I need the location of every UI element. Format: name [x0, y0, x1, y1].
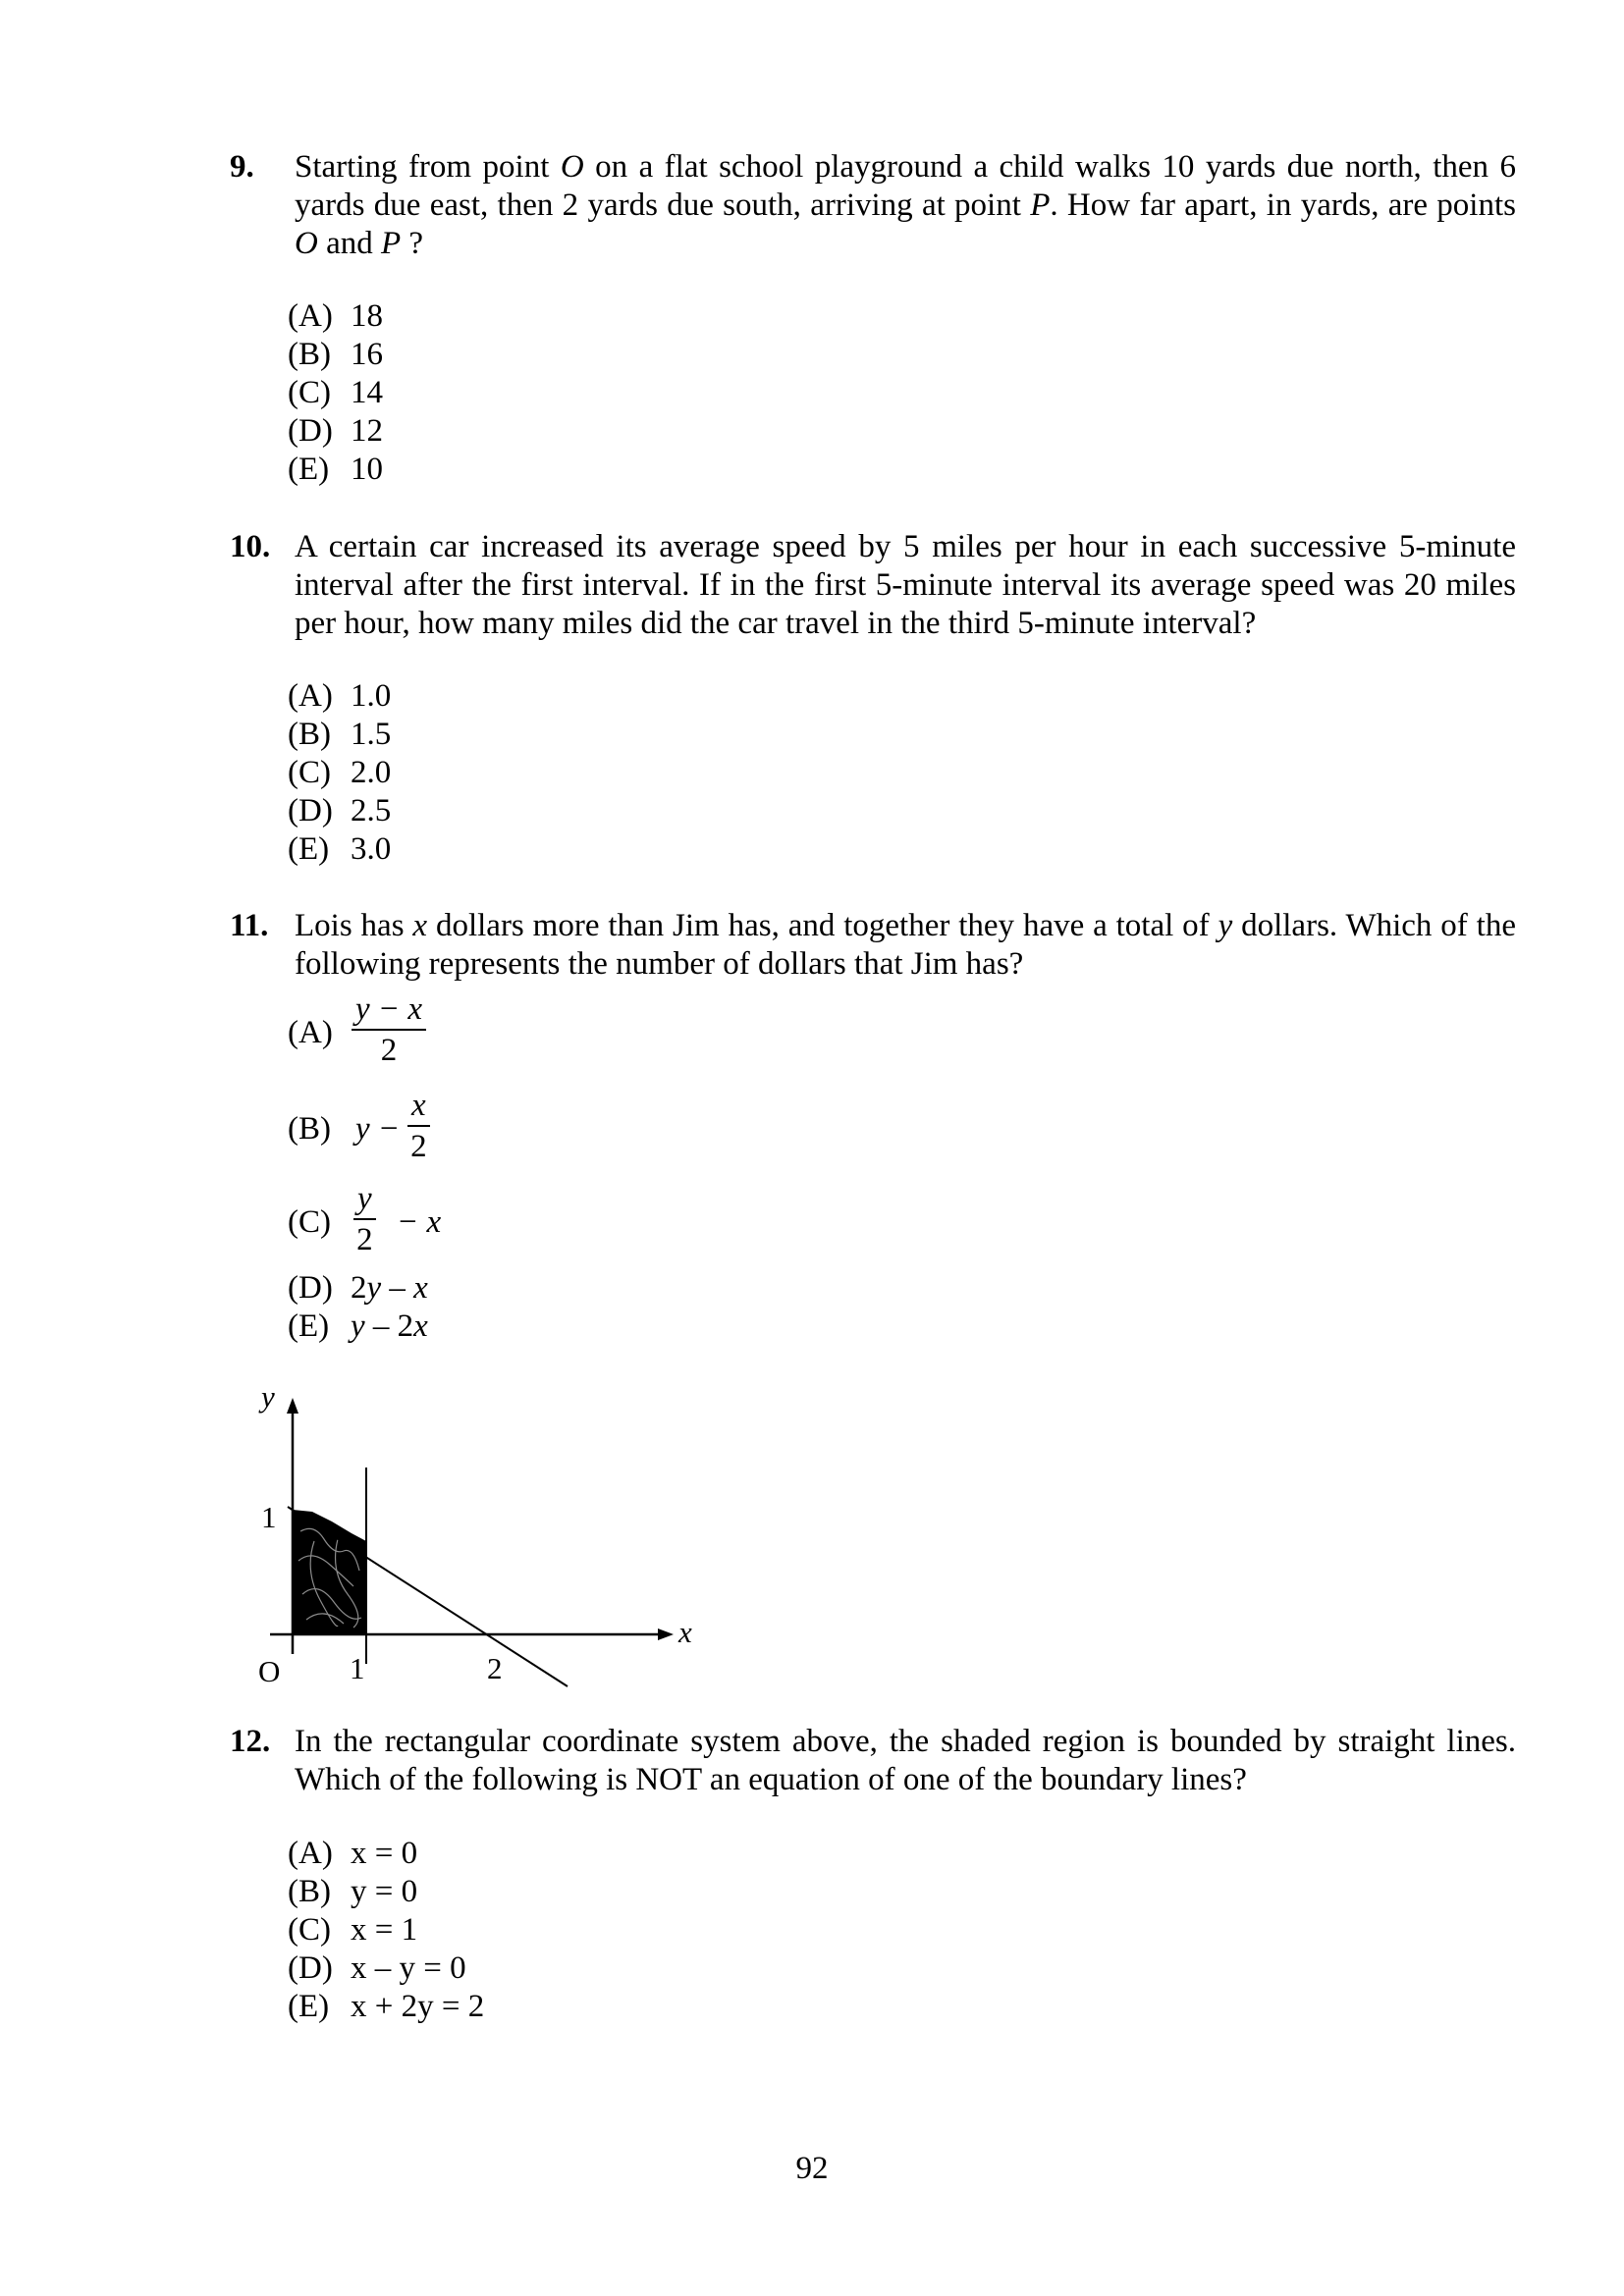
- question-text: Starting from point O on a flat school playground a child walks 10 yards due north, then 6 yards due east, then 2 yards due south, arriving at point P. How far apart, in yards, are points O and P ?: [295, 149, 1516, 261]
- choice-c[interactable]: (C) 14: [288, 375, 383, 410]
- question-number: 11.: [230, 908, 269, 943]
- question-12: [230, 1723, 1516, 1799]
- expression-lead: y −: [355, 1111, 401, 1147]
- x-axis-arrow: [658, 1629, 674, 1640]
- expression-tail: − x: [397, 1204, 442, 1240]
- question-text: Lois has x dollars more than Jim has, and together they have a total of y dollars. Which of the following represents the number of dollars that Jim has?: [295, 908, 1516, 982]
- choice-a[interactable]: (A) x = 0: [288, 1836, 418, 1871]
- choice-label: (B): [288, 1111, 331, 1147]
- question-number: 12.: [230, 1724, 271, 1759]
- question-9: [230, 148, 1516, 263]
- x-tick-label-1: 1: [350, 1651, 365, 1685]
- y-tick-label: 1: [261, 1500, 277, 1534]
- question-10: [230, 528, 1516, 643]
- question-text: In the rectangular coordinate system above, the shaded region is bounded by straight lines. Which of the following is NOT an equation of one of the boundary lines?: [295, 1724, 1516, 1797]
- question-text: A certain car increased its average speed by 5 miles per hour in each successive 5-minute interval after the first interval. If in the first 5-minute interval its average speed was 20 miles per hour, how many miles did the car travel in the third 5-minute interval?: [295, 529, 1516, 641]
- choice-d[interactable]: (D) x – y = 0: [288, 1950, 466, 1986]
- choices-11-de: [288, 1269, 428, 1346]
- choice-c[interactable]: (C) x = 1: [288, 1912, 418, 1948]
- choice-a[interactable]: (A) 18: [288, 298, 383, 334]
- choices-10: [288, 677, 391, 869]
- y-axis-arrow: [287, 1398, 298, 1414]
- choice-d[interactable]: (D) 2.5: [288, 793, 392, 828]
- origin-label: O: [258, 1654, 281, 1688]
- fraction: $\frac{y - x}{2}$: [352, 989, 426, 1070]
- choice-e[interactable]: (E) x + 2y = 2: [288, 1989, 485, 2024]
- question-number: 10.: [230, 529, 271, 564]
- choice-e[interactable]: (E) 10: [288, 452, 383, 487]
- x-tick-label-2: 2: [487, 1651, 503, 1685]
- choice-c[interactable]: (C) 2.0: [288, 755, 392, 790]
- choice-d[interactable]: (D) 2y – x: [288, 1270, 428, 1306]
- choice-e[interactable]: (E) y – 2x: [288, 1308, 428, 1344]
- choice-label: (C): [288, 1204, 331, 1240]
- question-11: [230, 907, 1516, 984]
- y-axis-label: y: [261, 1379, 275, 1414]
- coordinate-graph: [236, 1379, 692, 1708]
- choice-b[interactable]: (B) y = 0: [288, 1874, 418, 1909]
- choice-b[interactable]: (B) 1.5: [288, 717, 392, 752]
- page-number: 92: [795, 2151, 829, 2186]
- fraction: $\frac{x}{2}$: [407, 1086, 430, 1166]
- choice-d[interactable]: (D) 12: [288, 413, 383, 449]
- choice-label: (A): [288, 1015, 333, 1050]
- choice-a[interactable]: (A) 1.0: [288, 678, 392, 714]
- choices-9: [288, 297, 383, 489]
- x-axis-label: x: [678, 1615, 692, 1649]
- choice-e[interactable]: (E) 3.0: [288, 831, 392, 867]
- choice-b[interactable]: (B) 16: [288, 337, 383, 372]
- question-number: 9.: [230, 149, 254, 185]
- choices-12: [288, 1835, 484, 2026]
- fraction: $\frac{y}{2}$: [353, 1179, 376, 1259]
